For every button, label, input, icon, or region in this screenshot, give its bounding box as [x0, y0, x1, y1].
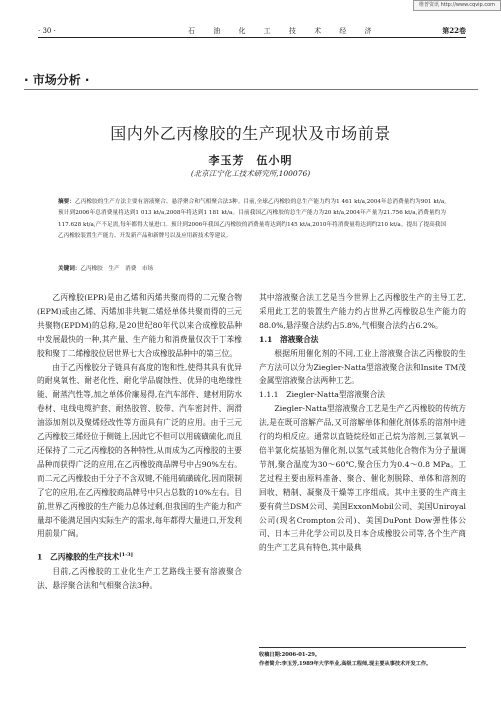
abstract-text: 乙丙橡胶的生产方法主要有溶液聚合、悬浮聚合和气相聚合法3种。目前,全球乙丙橡胶的总生产能力约为1 461 kt/a,2004年总消费量约为901 kt/a,预计到2006年总消费量将达到1 013 kt/a,2008年将达到1 181 kt/a。目前我国乙丙橡胶的总生产能力为20 kt/a,2004年产量为21.756 kt/a,消费量约为117.628 kt/a,产不足需,每年都得大量进口。预计到2006年我国乙丙橡胶的消费量将达到约145 kt/a,2010年将消费量将达到约210 kt/a。提出了提高我国乙丙橡胶装置生产能力、开发新产品和新牌号以及应用新技术等建议。 — [58, 199, 446, 240]
page-number: · 30 · — [38, 27, 56, 35]
section-divider — [24, 89, 478, 90]
citation: [1-3] — [119, 552, 133, 559]
subsection-heading: 1.1 溶液聚合法 — [259, 334, 319, 344]
paragraph: 其中溶液聚合法工艺是当今世界上乙丙橡胶生产的主导工艺,采用此工艺的装置生产能力约占世界乙丙橡胶总生产能力的88.0%,悬浮聚合法约占5.8%,气相聚合法约占6.2%。 — [259, 293, 466, 330]
authors: 李玉芳 伍小明 — [208, 154, 293, 167]
paragraph: 由于乙丙橡胶分子链具有高度的饱和性,使得其具有优异的耐臭氧性、耐老化性、耐化学品腐蚀性、优异的电绝缘性能、耐蒸汽性等,加之单体价廉易得,在汽车部件、建材用防水卷材、电线电缆护套、耐热胶管、胶带、汽车密封件、润滑油添加剂以及聚烯烃改性等方面具有广泛的应用。由于三元乙丙橡胶三烯烃位于侧链上,因此它不但可以用硫磺硫化,而且还保持了二元乙丙橡胶的各种特性,从而成为乙丙橡胶的主要品种而获得广泛的应用,在乙丙橡胶商品牌号中占90%左右。而二元乙丙橡胶由于分子不含双键,不能用硫磺硫化,因而限制了它的应用,在乙丙橡胶商品牌号中只占总数的10%左右。目前,世界乙丙橡胶的生产能力总体过剩,但我国的生产能力和产量却不能满足国内实际生产的需求,每年都得大量进口,开发利用前景广阔。 — [37, 362, 242, 539]
subsubsection-heading: 1.1.1 Ziegler-Natta型溶液聚合法 — [259, 390, 385, 400]
volume-label: 第22卷 — [442, 26, 466, 35]
article-title: 国内外乙丙橡胶的生产现状及市场前景 — [110, 124, 391, 143]
keywords — [58, 264, 446, 274]
running-header — [38, 25, 466, 38]
paragraph: 根据所用催化剂的不同,工业上溶液聚合法乙丙橡胶的生产方法可以分为Ziegler-Natta型溶液聚合法和Insite TM茂金属型溶液聚合法两种工艺。 — [259, 348, 466, 386]
keywords-text: 乙丙橡胶 生产 消费 市场 — [80, 266, 154, 272]
right-column — [259, 291, 466, 555]
paragraph: 目前,乙丙橡胶的工业化生产工艺路线主要有溶液聚合法、悬浮聚合法和气相聚合法3种。 — [37, 566, 242, 590]
received-date: 收稿日期:2006-01-29。 — [259, 652, 321, 658]
section-label: · 市场分析 · — [24, 73, 90, 87]
paragraph: Ziegler-Natta型溶液聚合工艺是生产乙丙橡胶的传统方法,是在既可溶解产品,又可溶解单体和催化剂体系的溶剂中进行的均相反应。通常以直链烷烃如正己烷为溶剂,三氯氧钒－倍半氯化烷基铝为催化剂,以氢气或其他化合物作为分子量调节剂,聚合温度为30～60℃,聚合压力为0.4～0.8 MPa。工艺过程主要由原料准备、聚合、催化剂脱除、单体和溶剂的回收、精制、凝聚及干燥等工序组成。其中主要的生产商主要有荷兰DSM公司、美国ExxonMobil公司、美国Uniroyal公司(现名Crompton公司)、美国DuPont Dow弹性体公司、日本三井化学公司以及日本合成橡胶公司等,各个生产商的生产工艺具有特色,其中最典 — [259, 404, 466, 553]
journal-name: 石 油 化 工 技 术 经 济 — [188, 27, 380, 35]
keywords-label: 关键词： — [58, 266, 81, 272]
paragraph: 乙丙橡胶(EPR)是由乙烯和丙烯共聚而得的二元聚合物(EPM)或由乙烯、丙烯加非共轭二烯烃单体共聚而得的三元共聚物(EPDM)的总称,是20世纪80年代以来合成橡胶品种中发展最快的一种,其产量、生产能力和消费量仅次于丁苯橡胶和聚丁二烯橡胶位居世界七大合成橡胶品种中的第三位。 — [37, 293, 242, 358]
section-heading — [37, 549, 242, 564]
footnote — [259, 647, 466, 669]
section-heading-text: 1 乙丙橡胶的生产技术 — [37, 552, 120, 562]
abstract-label: 摘要： — [58, 199, 76, 205]
left-column — [37, 291, 242, 593]
abstract — [58, 197, 446, 243]
author-bio: 作者简介:李玉芳,1989年大学毕业,高级工程师,现主要从事技术开发工作。 — [259, 661, 432, 667]
affiliation: (北京江宁化工技术研究所,100076) — [190, 169, 311, 178]
watermark: 维普资讯 http://www.cqvip.com — [413, 0, 501, 11]
